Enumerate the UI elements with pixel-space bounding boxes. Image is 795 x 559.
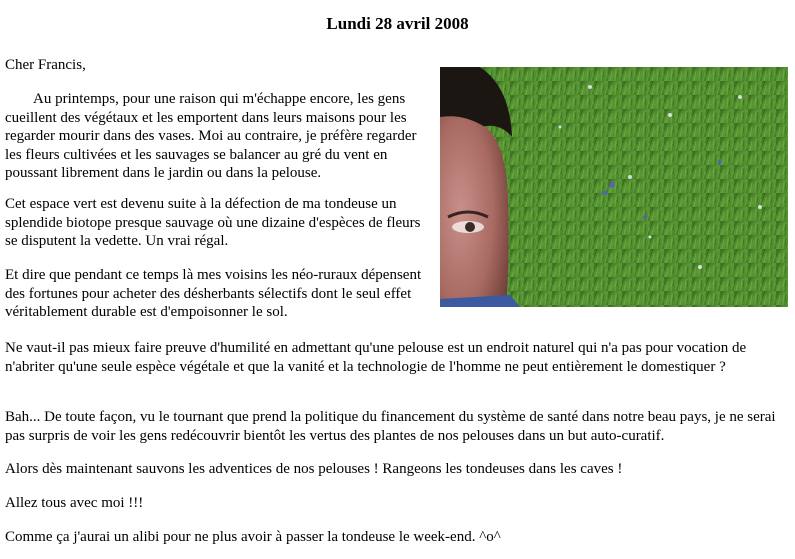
paragraph-1: Au printemps, pour une raison qui m'échappe encore, les gens cueillent des végétaux et les emportent dans leurs maisons pour les regarder mourir dans des vases. Moi au contraire, je préfère regarder les fleurs cultivées et les sauvages se balancer au gré du vent en poussant librement dans le jardin ou dans la pelouse. xyxy=(5,91,417,181)
paragraph-5: Bah... De toute façon, vu le tournant que prend la politique du financement du système de santé dans notre beau pays, je ne serai pas surpris de voir les gens redécouvrir bientôt les vertus des plantes de nos pelouses dans un but auto-curatif. xyxy=(5,409,776,444)
paragraph-8: Comme ça j'aurai un alibi pour ne plus avoir à passer la tondeuse le week-end. ^o^ xyxy=(5,529,501,545)
paragraph-3: Et dire que pendant ce temps là mes voisins les néo-ruraux dépensent des fortunes pour acheter des désherbants sélectifs dont le seul effet véritablement durable est d'empoisonner le sol. xyxy=(5,267,422,320)
paragraph-6: Alors dès maintenant sauvons les adventices de nos pelouses ! Rangeons les tondeuses dans les caves ! xyxy=(5,461,623,477)
paragraph-2: Cet espace vert est devenu suite à la défection de ma tondeuse un splendide biotope presque sauvage où une dizaine d'espèces de fleurs se disputent la vedette. Un vrai régal. xyxy=(5,196,421,249)
paragraph-7: Allez tous avec moi !!! xyxy=(5,495,144,511)
salutation: Cher Francis, xyxy=(5,57,86,73)
letter-date: Lundi 28 avril 2008 xyxy=(326,14,469,33)
face-on-grass-photo xyxy=(440,67,788,307)
paragraph-4: Ne vaut-il pas mieux faire preuve d'humilité en admettant qu'une pelouse est un endroit naturel qui n'a pas pour vocation de n'abriter qu'une seule espèce végétale et que la vanité et la technologie de l'homme ne peut entièrement le domestiquer ? xyxy=(5,340,747,375)
